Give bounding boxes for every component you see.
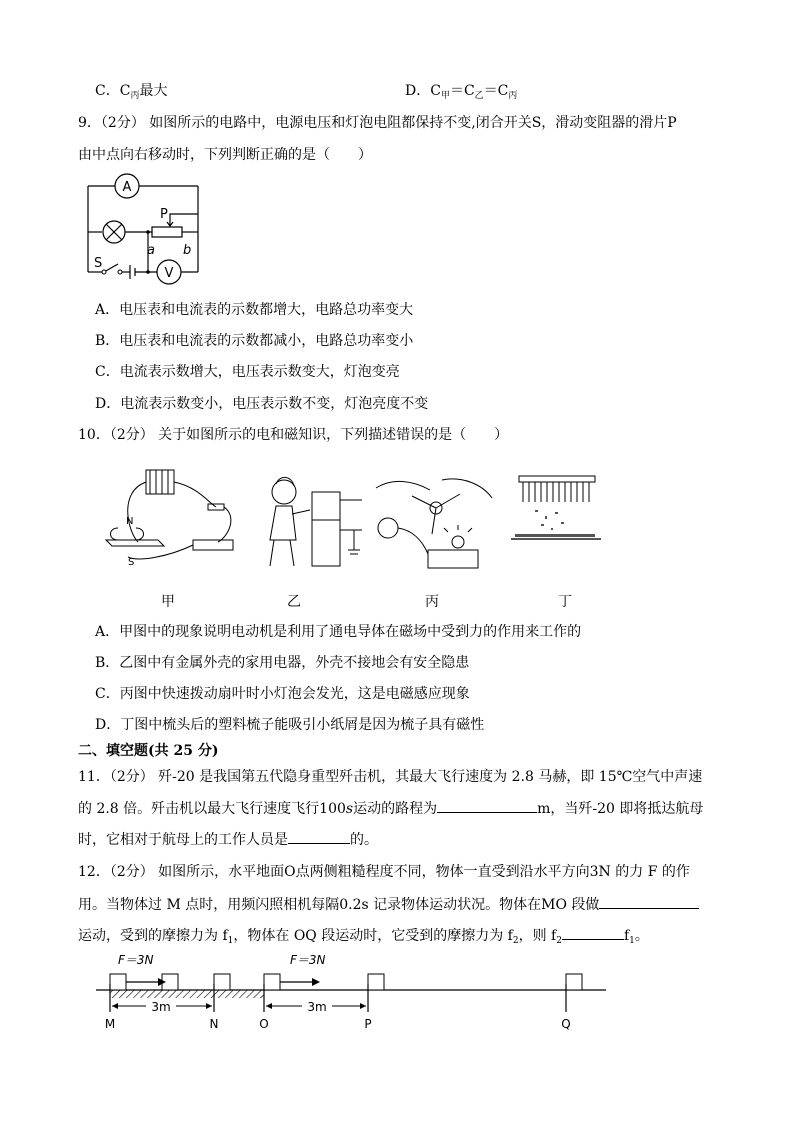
- q8-option-c: C．$C_丙$最大: [95, 83, 168, 101]
- q10-label-bing: 丙: [425, 594, 439, 610]
- magnet-s-label: S: [128, 557, 135, 568]
- q10-figure-jia: [98, 462, 248, 572]
- object-frame: [368, 974, 384, 990]
- q9-option-b: B．电压表和电流表的示数都减小，电路总功率变小: [95, 333, 414, 349]
- q10-stem: 10．（2分） 关于如图所示的电和磁知识，下列描述错误的是（ ）: [78, 427, 509, 443]
- q11-line3: 时，它相对于航母上的工作人员是 的。: [78, 829, 378, 850]
- point-o-label: O: [259, 1017, 269, 1031]
- rheostat-symbol: [152, 227, 182, 237]
- force-label-1: F＝3N: [118, 953, 154, 967]
- q11-blank-distance[interactable]: [437, 798, 537, 813]
- rough-surface-hatch: [110, 990, 264, 998]
- slider-label: P: [160, 207, 168, 222]
- end-b-label: b: [183, 243, 192, 258]
- point-n-label: N: [209, 1017, 219, 1031]
- q9-option-d: D．电流表示数变小，电压表示数不变，灯泡亮度不变: [95, 396, 429, 412]
- q9-stem-line2: 由中点向右移动时，下列判断正确的是（ ）: [78, 147, 372, 163]
- q8-option-d: D．$C_甲=C_乙=C_丙$: [405, 83, 518, 101]
- q9-circuit-diagram: [80, 172, 210, 287]
- q9-option-c: C．电流表示数增大，电压表示数变大，灯泡变亮: [95, 364, 400, 380]
- end-a-label: a: [147, 243, 155, 258]
- q10-label-yi: 乙: [287, 594, 301, 610]
- ammeter-label: A: [122, 180, 132, 195]
- q10-figure-ding: [505, 472, 605, 552]
- point-q-label: Q: [561, 1017, 571, 1031]
- q12-blank-motion[interactable]: [599, 894, 699, 909]
- point-p-label: P: [364, 1017, 372, 1031]
- distance-label-mn: 3m: [151, 1000, 171, 1014]
- q10-option-c: C．丙图中快速拨动扇叶时小灯泡会发光，这是电磁感应现象: [95, 686, 470, 702]
- q10-option-b: B．乙图中有金属外壳的家用电器，外壳不接地会有安全隐患: [95, 655, 470, 671]
- point-m-label: M: [104, 1017, 116, 1031]
- q12-line1: 12．（2分） 如图所示，水平地面O点两侧粗糙程度不同，物体一直受到沿水平方向3N 的力 F 的作: [78, 864, 690, 880]
- q12-motion-figure: [96, 950, 606, 1032]
- q11-blank-motion[interactable]: [288, 829, 350, 844]
- magnet-n-label: N: [126, 516, 134, 527]
- q12-blank-compare[interactable]: [562, 925, 624, 940]
- object-frame: [566, 974, 582, 990]
- q10-figure-yi: [262, 470, 372, 580]
- q10-option-d: D．丁图中梳头后的塑料梳子能吸引小纸屑是因为梳子具有磁性: [95, 717, 485, 733]
- q11-line2: 的 2.8 倍。歼击机以最大飞行速度飞行100s运动的路程为 m，当歼-20 即将抵达航母: [78, 798, 703, 819]
- object-frame: [214, 974, 230, 990]
- distance-label-op: 3m: [307, 1000, 327, 1014]
- switch-label: S: [94, 256, 103, 271]
- object-frame: [110, 974, 126, 990]
- q10-option-a: A．甲图中的现象说明电动机是利用了通电导体在磁场中受到力的作用来工作的: [95, 624, 582, 640]
- q12-line2: 用。当物体过 M 点时，用频闪照相机每隔0.2s 记录物体运动状况。物体在MO 段做: [78, 894, 699, 915]
- q12-line3: 运动，受到的摩擦力为 $f_1$，物体在 OQ 段运动时，它受到的摩擦力为 $f_2$，则 $f_2$ $f_1$。: [78, 925, 649, 951]
- q10-label-jia: 甲: [161, 594, 175, 610]
- voltmeter-label: V: [164, 266, 174, 281]
- section-title: 二、填空题(共 25 分): [78, 743, 219, 759]
- object-frame: [264, 974, 280, 990]
- q10-figure-bing: [372, 470, 497, 580]
- q10-label-ding: 丁: [558, 594, 572, 610]
- q9-option-a: A．电压表和电流表的示数都增大，电路总功率变大: [95, 302, 414, 318]
- force-label-2: F＝3N: [290, 953, 326, 967]
- q9-stem-line1: 9．（2分） 如图所示的电路中，电源电压和灯泡电阻都保持不变,闭合开关S，滑动变阻器的滑片P: [78, 115, 677, 131]
- q11-line1: 11．（2分） 歼-20 是我国第五代隐身重型歼击机，其最大飞行速度为 2.8 马赫，即 15℃空气中声速: [78, 769, 703, 785]
